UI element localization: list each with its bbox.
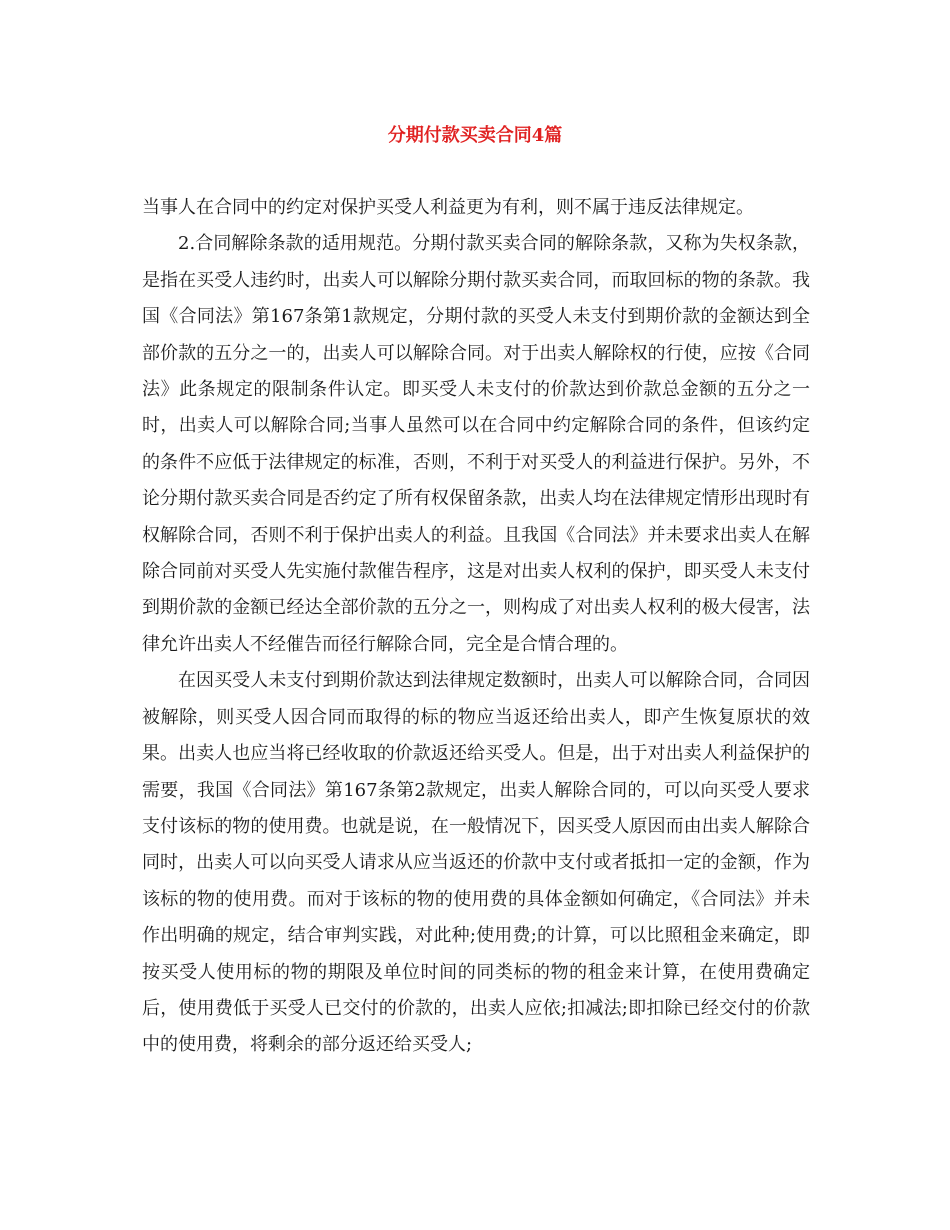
- paragraph-usage-fee: 在因买受人未支付到期价款达到法律规定数额时，出卖人可以解除合同，合同因被解除，则买受人因合同而取得的标的物应当返还给出卖人，即产生恢复原状的效果。出卖人也应当将已经收取的价款返还给买受人。但是，出于对出卖人利益保护的需要，我国《合同法》第167条第2款规定，出卖人解除合同的，可以向买受人要求支付该标的物的使用费。也就是说，在一般情况下，因买受人原因而由出卖人解除合同时，出卖人可以向买受人请求从应当返还的价款中支付或者抵扣一定的金额，作为该标的物的使用费。而对于该标的物的使用费的具体金额如何确定，《合同法》并未作出明确的规定，结合审判实践，对此种;使用费;的计算，可以比照租金来确定，即按买受人使用标的物的期限及单位时间的同类标的物的租金来计算，在使用费确定后，使用费低于买受人已交付的价款的，出卖人应依;扣减法;即扣除已经交付的价款中的使用费，将剩余的部分返还给买受人;: [142, 670, 810, 1056]
- paragraph-termination-clause: 2.合同解除条款的适用规范。分期付款买卖合同的解除条款，又称为失权条款，是指在买受人违约时，出卖人可以解除分期付款买卖合同，而取回标的物的条款。我国《合同法》第167条第1款规定，分期付款的买受人未支付到期价款的金额达到全部价款的五分之一的，出卖人可以解除合同。对于出卖人解除权的行使，应按《合同法》此条规定的限制条件认定。即买受人未支付的价款达到价款总金额的五分之一时，出卖人可以解除合同;当事人虽然可以在合同中约定解除合同的条件，但该约定的条件不应低于法律规定的标准，否则，不利于对买受人的利益进行保护。另外，不论分期付款买卖合同是否约定了所有权保留条款，出卖人均在法律规定情形出现时有权解除合同，否则不利于保护出卖人的利益。且我国《合同法》并未要求出卖人在解除合同前对买受人先实施付款催告程序，这是对出卖人权利的保护，即买受人未支付到期价款的金额已经达全部价款的五分之一，则构成了对出卖人权利的极大侵害，法律允许出卖人不经催告而径行解除合同，完全是合情合理的。: [142, 233, 810, 655]
- document-title: 分期付款买卖合同4篇: [387, 125, 563, 146]
- document-body: [142, 190, 810, 1064]
- paragraph-continuation: 当事人在合同中的约定对保护买受人利益更为有利，则不属于违反法律规定。: [142, 197, 754, 218]
